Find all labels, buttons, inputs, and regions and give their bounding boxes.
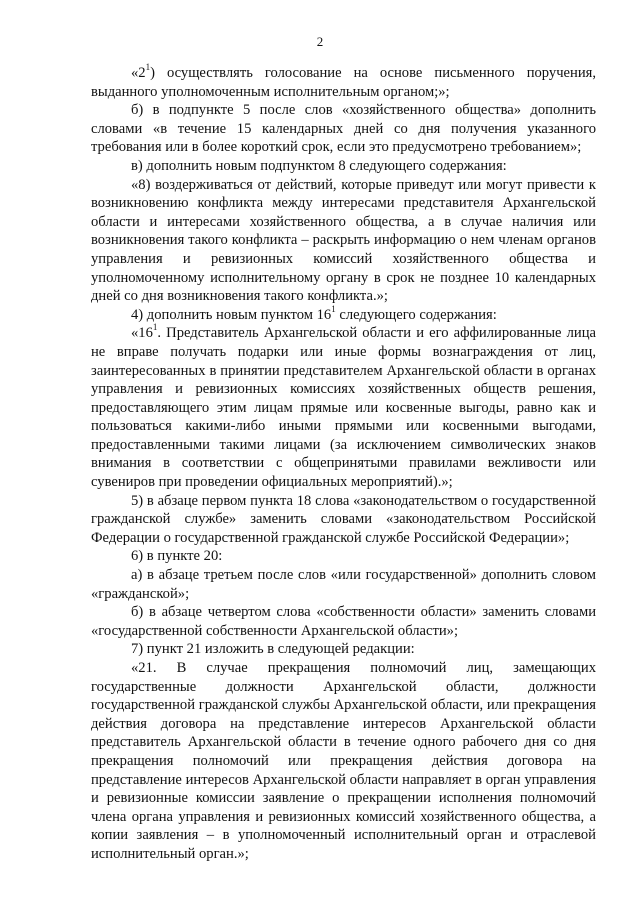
- paragraph-item-5: 5) в абзаце первом пункта 18 слова «законодательством о государственной гражданской службе» заменить словами «законодательством Российской Федерации о государственной гражданской службе Российской Федерации»;: [91, 492, 596, 546]
- paragraph-item-21: «21. В случае прекращения полномочий лиц, замещающих государственные должности Архангельской области, должности государственной гражданской службы Архангельской области, или прекращения действия договора на представление интересов Архангельской области представитель Архангельской области в течение одного рабочего дня со дня прекращения полномочий или прекращения действия договора на представление интересов Архангельской области направляет в орган управления и ревизионные комиссии заявление о прекращении исполнения полномочий члена органа управления и ревизионных комиссий хозяйственного общества, а копии заявления – в уполномоченный исполнительный орган и отраслевой исполнительный орган.»;: [91, 660, 596, 862]
- paragraph-subitem-2-1: «$2^1$) осуществлять голосование на основе письменного поручения, выданного уполномоченным исполнительным органом;»;: [91, 62, 596, 100]
- paragraph-subitem-8: «8) воздерживаться от действий, которые приведут или могут привести к возникновению конфликта между интересами представителя Архангельской области и интересами хозяйственного общества, а в случае наличия или возникновения такого конфликта – раскрыть информацию о нем членам органов управления и ревизионных комиссий хозяйственного общества и уполномоченному исполнительному органу в срок не позднее 10 календарных дней со дня возникновения такого конфликта.»;: [91, 176, 596, 305]
- paragraph-item-6-b: б) в абзаце четвертом слова «собственности области» заменить словами «государственной собственности Архангельской области»;: [91, 604, 596, 639]
- paragraph-subitem-b: б) в подпункте 5 после слов «хозяйственного общества» дополнить словами «в течение 15 календарных дней со дня получения указанного требования или в более короткий срок, если это предусмотрено требованием»;: [91, 102, 596, 156]
- document-body: [91, 64, 596, 864]
- paragraph-item-16-1: «$16^1$. Представитель Архангельской области и его аффилированные лица не вправе получать подарки или иные формы вознаграждения от лиц, заинтересованных в принятии представителем Архангельской области в органах управления и ревизионных комиссиях хозяйственных обществ решения, предоставляющего этим лицам прямые или косвенные выгоды, равно как и пользоваться какими-либо иными прямыми или косвенными выгодами, предоставленными такими лицами (за исключением символических знаков внимания в соответствии с общепринятыми правилами вежливости или сувениров при проведении официальных мероприятий).»;: [91, 322, 596, 491]
- paragraph-subitem-v: в) дополнить новым подпунктом 8 следующего содержания:: [131, 157, 507, 174]
- paragraph-item-6-a: а) в абзаце третьем после слов «или государственной» дополнить словом «гражданской»;: [91, 567, 596, 602]
- page-number: 2: [316, 34, 324, 49]
- paragraph-item-6: 6) в пункте 20:: [131, 548, 223, 565]
- paragraph-item-7: 7) пункт 21 изложить в следующей редакции:: [131, 641, 415, 658]
- paragraph-item-4: 4) дополнить новым пунктом $16^1$ следующего содержания:: [131, 303, 497, 323]
